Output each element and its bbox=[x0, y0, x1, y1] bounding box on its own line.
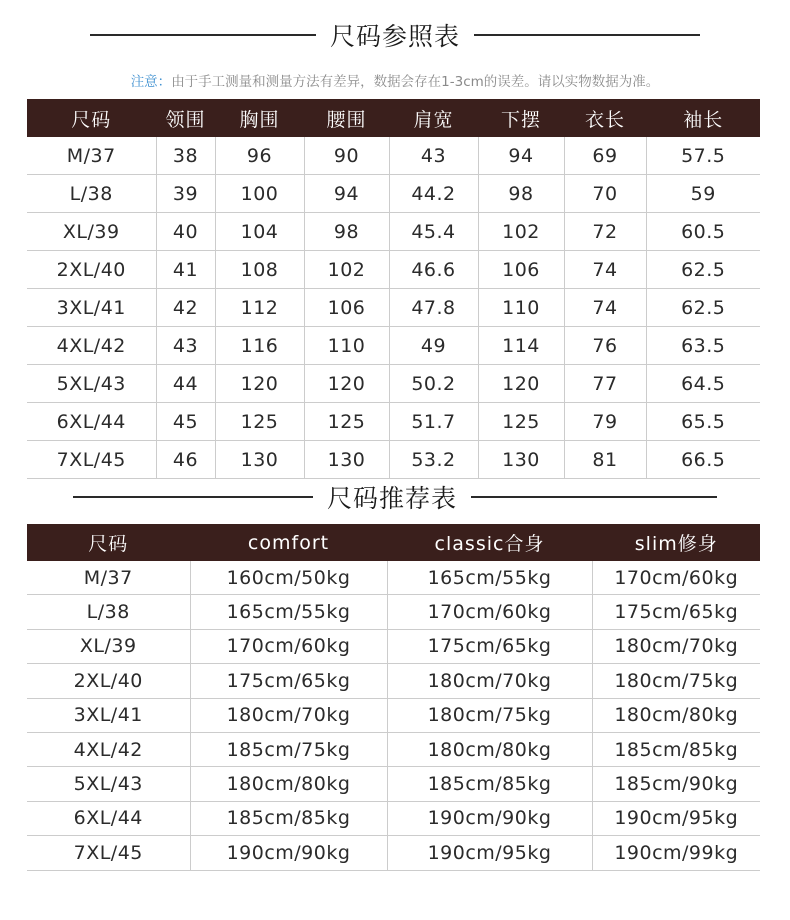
size-cell: 6XL/44 bbox=[27, 801, 190, 835]
size-cell: 7XL/45 bbox=[27, 441, 156, 479]
table-row bbox=[27, 213, 760, 251]
measure-cell: 44 bbox=[156, 365, 215, 403]
measure-cell: 46.6 bbox=[389, 251, 478, 289]
measure-cell: 106 bbox=[304, 289, 389, 327]
table-row bbox=[27, 365, 760, 403]
measure-cell: 44.2 bbox=[389, 175, 478, 213]
recommend-cell: 190cm/95kg bbox=[387, 836, 592, 870]
heading-rule-right bbox=[474, 34, 700, 36]
size-cell: 5XL/43 bbox=[27, 767, 190, 801]
table-row bbox=[27, 175, 760, 213]
measure-cell: 43 bbox=[156, 327, 215, 365]
size-cell: M/37 bbox=[27, 137, 156, 175]
recommend-cell: 180cm/70kg bbox=[387, 664, 592, 698]
measure-cell: 120 bbox=[478, 365, 564, 403]
size-cell: 6XL/44 bbox=[27, 403, 156, 441]
recommend-cell: 170cm/60kg bbox=[592, 561, 760, 595]
size-cell: XL/39 bbox=[27, 213, 156, 251]
measure-cell: 60.5 bbox=[646, 213, 760, 251]
size-cell: L/38 bbox=[27, 595, 190, 629]
measure-cell: 96 bbox=[215, 137, 304, 175]
recommend-chart-heading bbox=[0, 477, 790, 517]
measure-cell: 72 bbox=[564, 213, 646, 251]
recommend-cell: 180cm/80kg bbox=[190, 767, 387, 801]
measure-cell: 116 bbox=[215, 327, 304, 365]
measure-cell: 40 bbox=[156, 213, 215, 251]
measure-cell: 79 bbox=[564, 403, 646, 441]
size-cell: 7XL/45 bbox=[27, 836, 190, 870]
recommend-cell: 180cm/80kg bbox=[592, 698, 760, 732]
table-row bbox=[27, 664, 760, 698]
measure-cell: 38 bbox=[156, 137, 215, 175]
table-row bbox=[27, 403, 760, 441]
recommend-cell: 170cm/60kg bbox=[387, 595, 592, 629]
size-cell: 3XL/41 bbox=[27, 289, 156, 327]
heading-rule-left bbox=[73, 496, 313, 498]
recommend-cell: 175cm/65kg bbox=[190, 664, 387, 698]
measure-cell: 130 bbox=[478, 441, 564, 479]
measure-cell: 45 bbox=[156, 403, 215, 441]
measure-cell: 64.5 bbox=[646, 365, 760, 403]
measure-chart-heading bbox=[0, 15, 790, 55]
measure-cell: 120 bbox=[304, 365, 389, 403]
size-cell: L/38 bbox=[27, 175, 156, 213]
recommend-cell: 185cm/75kg bbox=[190, 732, 387, 766]
measure-cell: 74 bbox=[564, 289, 646, 327]
heading-rule-left bbox=[90, 34, 316, 36]
header-comfort: comfort bbox=[190, 525, 387, 561]
header-length: 衣长 bbox=[564, 100, 646, 137]
table-row bbox=[27, 289, 760, 327]
measure-cell: 42 bbox=[156, 289, 215, 327]
size-cell: M/37 bbox=[27, 561, 190, 595]
measure-cell: 66.5 bbox=[646, 441, 760, 479]
header-size: 尺码 bbox=[27, 100, 156, 137]
measure-cell: 102 bbox=[478, 213, 564, 251]
recommend-cell: 180cm/75kg bbox=[387, 698, 592, 732]
table-row bbox=[27, 732, 760, 766]
measure-cell: 41 bbox=[156, 251, 215, 289]
measure-table bbox=[27, 99, 760, 479]
header-size: 尺码 bbox=[27, 525, 190, 561]
recommend-chart-title: 尺码推荐表 bbox=[326, 484, 457, 513]
header-hem: 下摆 bbox=[478, 100, 564, 137]
table-row bbox=[27, 327, 760, 365]
recommend-cell: 160cm/50kg bbox=[190, 561, 387, 595]
header-chest: 胸围 bbox=[215, 100, 304, 137]
table-row bbox=[27, 629, 760, 663]
recommend-cell: 190cm/90kg bbox=[190, 836, 387, 870]
recommend-cell: 180cm/70kg bbox=[592, 629, 760, 663]
measure-chart-title: 尺码参照表 bbox=[329, 22, 460, 51]
measure-cell: 62.5 bbox=[646, 289, 760, 327]
recommend-cell: 185cm/85kg bbox=[387, 767, 592, 801]
measure-cell: 94 bbox=[478, 137, 564, 175]
measure-cell: 112 bbox=[215, 289, 304, 327]
table-row bbox=[27, 836, 760, 870]
measure-cell: 100 bbox=[215, 175, 304, 213]
table-row bbox=[27, 595, 760, 629]
heading-rule-right bbox=[471, 496, 717, 498]
table-row bbox=[27, 767, 760, 801]
size-cell: 2XL/40 bbox=[27, 664, 190, 698]
measure-cell: 125 bbox=[215, 403, 304, 441]
size-cell: 3XL/41 bbox=[27, 698, 190, 732]
measure-cell: 130 bbox=[304, 441, 389, 479]
measure-cell: 59 bbox=[646, 175, 760, 213]
measure-cell: 114 bbox=[478, 327, 564, 365]
measure-cell: 98 bbox=[478, 175, 564, 213]
measure-cell: 47.8 bbox=[389, 289, 478, 327]
measure-cell: 110 bbox=[478, 289, 564, 327]
recommend-cell: 185cm/85kg bbox=[592, 732, 760, 766]
size-cell: XL/39 bbox=[27, 629, 190, 663]
measure-cell: 46 bbox=[156, 441, 215, 479]
measure-cell: 65.5 bbox=[646, 403, 760, 441]
measure-cell: 57.5 bbox=[646, 137, 760, 175]
measure-cell: 102 bbox=[304, 251, 389, 289]
measure-cell: 43 bbox=[389, 137, 478, 175]
size-cell: 4XL/42 bbox=[27, 732, 190, 766]
measure-cell: 51.7 bbox=[389, 403, 478, 441]
measure-header-row bbox=[27, 100, 760, 137]
recommend-cell: 165cm/55kg bbox=[387, 561, 592, 595]
measure-cell: 90 bbox=[304, 137, 389, 175]
recommend-cell: 175cm/65kg bbox=[592, 595, 760, 629]
size-cell: 4XL/42 bbox=[27, 327, 156, 365]
header-classic: classic合身 bbox=[387, 525, 592, 561]
header-slim: slim修身 bbox=[592, 525, 760, 561]
measure-cell: 110 bbox=[304, 327, 389, 365]
recommend-cell: 190cm/95kg bbox=[592, 801, 760, 835]
measure-cell: 125 bbox=[304, 403, 389, 441]
recommend-cell: 165cm/55kg bbox=[190, 595, 387, 629]
measure-cell: 81 bbox=[564, 441, 646, 479]
header-shoulder: 肩宽 bbox=[389, 100, 478, 137]
recommend-cell: 170cm/60kg bbox=[190, 629, 387, 663]
measure-cell: 39 bbox=[156, 175, 215, 213]
size-cell: 2XL/40 bbox=[27, 251, 156, 289]
recommend-cell: 190cm/99kg bbox=[592, 836, 760, 870]
header-waist: 腰围 bbox=[304, 100, 389, 137]
measure-cell: 76 bbox=[564, 327, 646, 365]
table-row bbox=[27, 561, 760, 595]
measure-cell: 94 bbox=[304, 175, 389, 213]
note-label: 注意： bbox=[130, 74, 172, 90]
measure-cell: 98 bbox=[304, 213, 389, 251]
measure-cell: 63.5 bbox=[646, 327, 760, 365]
table-row bbox=[27, 698, 760, 732]
measurement-note bbox=[0, 70, 790, 90]
measure-cell: 70 bbox=[564, 175, 646, 213]
measure-cell: 104 bbox=[215, 213, 304, 251]
note-text: 由于手工测量和测量方法有差异，数据会存在1-3cm的误差。请以实物数据为准。 bbox=[171, 74, 660, 90]
recommend-cell: 180cm/70kg bbox=[190, 698, 387, 732]
measure-cell: 49 bbox=[389, 327, 478, 365]
recommend-cell: 180cm/75kg bbox=[592, 664, 760, 698]
table-row bbox=[27, 137, 760, 175]
measure-cell: 108 bbox=[215, 251, 304, 289]
measure-cell: 130 bbox=[215, 441, 304, 479]
recommend-cell: 175cm/65kg bbox=[387, 629, 592, 663]
recommend-cell: 180cm/80kg bbox=[387, 732, 592, 766]
measure-cell: 45.4 bbox=[389, 213, 478, 251]
measure-cell: 77 bbox=[564, 365, 646, 403]
measure-cell: 106 bbox=[478, 251, 564, 289]
measure-cell: 120 bbox=[215, 365, 304, 403]
header-collar: 领围 bbox=[156, 100, 215, 137]
measure-cell: 74 bbox=[564, 251, 646, 289]
table-row bbox=[27, 251, 760, 289]
measure-cell: 50.2 bbox=[389, 365, 478, 403]
recommend-cell: 185cm/90kg bbox=[592, 767, 760, 801]
measure-cell: 62.5 bbox=[646, 251, 760, 289]
measure-cell: 53.2 bbox=[389, 441, 478, 479]
table-row bbox=[27, 801, 760, 835]
measure-cell: 69 bbox=[564, 137, 646, 175]
table-row bbox=[27, 441, 760, 479]
recommend-table bbox=[27, 524, 760, 871]
header-sleeve: 袖长 bbox=[646, 100, 760, 137]
recommend-header-row bbox=[27, 525, 760, 561]
recommend-cell: 190cm/90kg bbox=[387, 801, 592, 835]
measure-cell: 125 bbox=[478, 403, 564, 441]
size-cell: 5XL/43 bbox=[27, 365, 156, 403]
recommend-cell: 185cm/85kg bbox=[190, 801, 387, 835]
